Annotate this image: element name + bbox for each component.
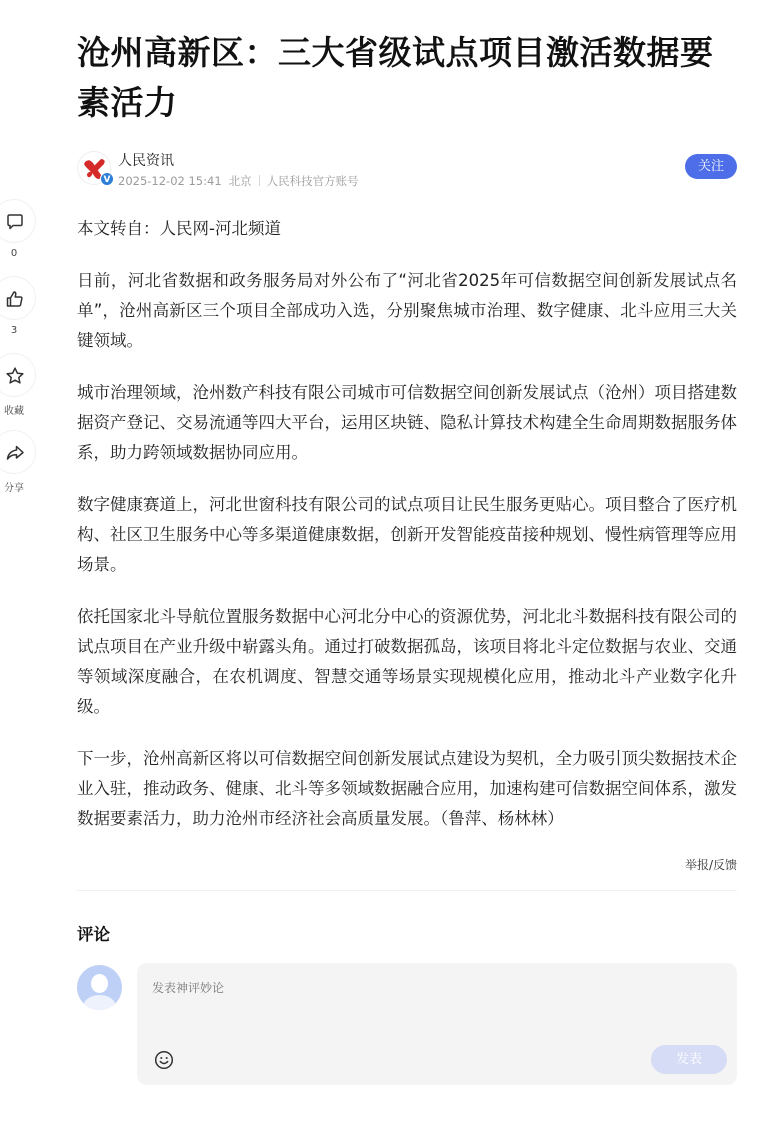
article-container [77,28,737,1085]
account-description: 人民科技官方账号 [266,174,359,188]
comment-icon [5,212,25,232]
favorite-label: 收藏 [4,406,24,417]
article-title: 沧州高新区：三大省级试点项目激活数据要素活力 [77,33,714,122]
article-paragraph: 本文转自：人民网-河北频道 [77,219,281,238]
side-action-rail [0,199,40,507]
article-paragraph: 日前，河北省数据和政务服务局对外公布了“河北省2025年可信数据空间创新发展试点名单”，沧州高新区三个项目全部成功入选，分别聚焦城市治理、数字健康、北斗应用三大关键领域。 [77,271,737,350]
article-paragraph: 下一步，沧州高新区将以可信数据空间创新发展试点建设为契机，全力吸引顶尖数据技术企业入驻，推动政务、健康、北斗等多领域数据融合应用，加速构建可信数据空间体系，激发数据要素活力，助力沧州市经济社会高质量发展。（鲁萍、杨林林） [77,749,737,828]
follow-button[interactable]: 关注 [685,154,737,179]
smiley-icon [154,1050,174,1070]
author-row [77,149,737,193]
publish-datetime: 2025-12-02 15:41 [118,174,222,188]
section-divider [77,890,737,891]
article-body [77,214,737,834]
avatar-shoulders [83,995,116,1010]
comments-heading: 评论 [77,925,110,944]
share-button-circle[interactable] [0,430,36,474]
publish-location: 北京 [228,174,252,188]
like-count: 3 [10,325,18,336]
verified-badge-icon: V [100,172,114,186]
article-meta [118,173,359,189]
comment-input[interactable] [152,979,712,1029]
star-icon [5,366,25,386]
like-button[interactable] [0,276,40,353]
author-avatar[interactable] [77,151,111,185]
share-label: 分享 [4,483,24,494]
like-button-circle[interactable] [0,276,36,320]
favorite-button-circle[interactable] [0,353,36,397]
thumbs-up-icon [5,289,25,309]
avatar-head [91,974,108,993]
report-feedback-link[interactable]: 举报/反馈 [684,858,737,872]
emoji-button[interactable] [154,1050,174,1070]
article-paragraph: 依托国家北斗导航位置服务数据中心河北分中心的资源优势，河北北斗数据科技有限公司的试点项目在产业升级中崭露头角。通过打破数据孤岛，该项目将北斗定位数据与农业、交通等领域深度融合，在农机调度、智慧交通等场景实现规模化应用，推动北斗产业数字化升级。 [77,607,737,716]
author-name[interactable]: 人民资讯 [118,153,174,169]
comment-count: 0 [10,248,18,259]
comment-box [137,963,737,1085]
meta-divider [259,175,260,186]
share-icon [5,443,25,463]
comment-count-button[interactable] [0,199,40,276]
comment-composer [77,963,737,1085]
share-button[interactable] [0,430,40,507]
user-avatar-placeholder-icon [77,965,122,1010]
favorite-button[interactable] [0,353,40,430]
submit-comment-button[interactable]: 发表 [651,1045,727,1074]
comment-button-circle[interactable] [0,199,36,243]
article-paragraph: 数字健康赛道上，河北世窗科技有限公司的试点项目让民生服务更贴心。项目整合了医疗机构、社区卫生服务中心等多渠道健康数据，创新开发智能疫苗接种规划、慢性病管理等应用场景。 [77,495,737,574]
article-paragraph: 城市治理领域，沧州数产科技有限公司城市可信数据空间创新发展试点（沧州）项目搭建数据资产登记、交易流通等四大平台，运用区块链、隐私计算技术构建全生命周期数据服务体系，助力跨领域数据协同应用。 [77,383,737,462]
